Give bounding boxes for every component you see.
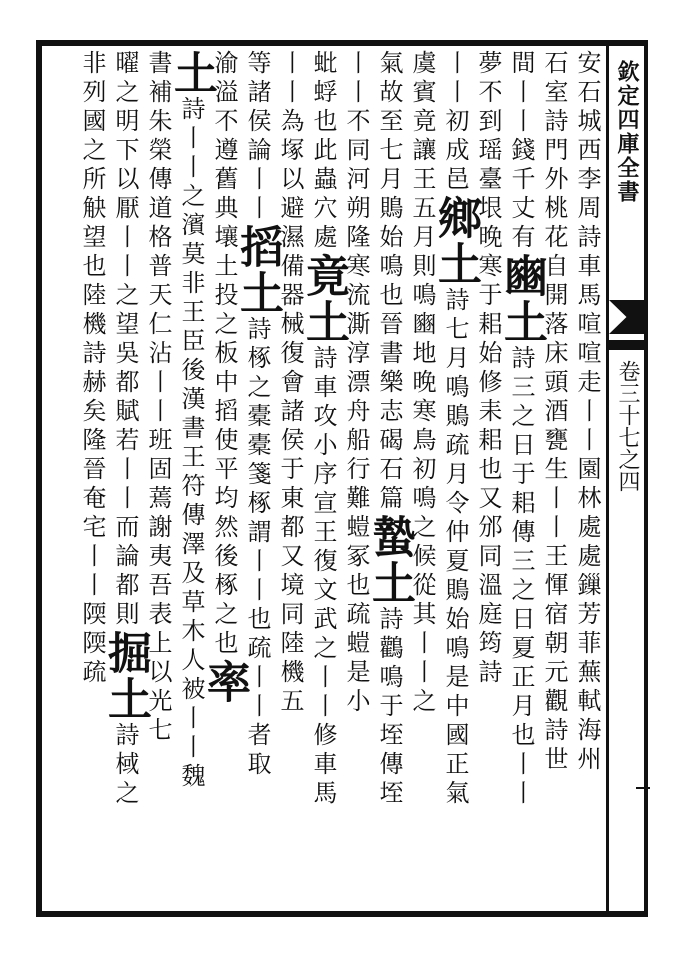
column-text: 詩車攻小序宣王復文武之丨丨修車馬 <box>309 345 337 809</box>
column-text: 氣故至七月鵙始鳴也晉書樂志碣石篇 <box>375 50 403 514</box>
column-text: 等諸侯論丨丨 <box>243 50 271 224</box>
text-column <box>232 50 283 906</box>
text-column <box>496 50 547 906</box>
text-column <box>199 50 250 906</box>
headword: 土 <box>166 50 217 96</box>
headword: 搯土 <box>232 224 283 316</box>
frame-left-border <box>36 40 42 917</box>
margin-notch <box>636 787 650 789</box>
fish-tail-bar <box>609 340 644 350</box>
juan-label: 卷三十七之四 <box>615 360 640 492</box>
headword: 鄉土 <box>430 195 481 287</box>
column-text: 詩七月鳴鵙疏月令仲夏鵙始鳴是中國正氣 <box>441 287 469 809</box>
column-text: 陾陾疏 <box>78 601 106 688</box>
column-text: 蚍蜉也此蟲穴處 <box>309 50 337 253</box>
text-column <box>430 50 481 906</box>
headword: 率 <box>199 659 250 705</box>
headword: 蟄土 <box>364 514 415 606</box>
column-text: 詩棫之 <box>111 722 139 809</box>
text-column <box>473 50 503 906</box>
text-column <box>572 50 602 906</box>
headword: 豳土 <box>496 253 547 345</box>
page-title: 欽定四庫全書 <box>614 60 640 204</box>
text-column <box>100 50 151 906</box>
column-text: 備器械復會諸侯于東都又境同陸機五 <box>276 253 304 717</box>
column-text: 安石城西李周詩車馬喧喧走丨丨園林處處鏁芳菲蕪軾海州 <box>573 50 601 775</box>
text-column <box>143 50 173 906</box>
column-text: 石室詩門外桃花自開落床頭酒甕生丨丨王惲宿朝元觀詩世 <box>540 50 568 775</box>
column-text: 非列國之所觖望也陸機詩赫矣隆晉奄宅丨丨 <box>78 50 106 601</box>
frame-bottom-border <box>36 911 648 917</box>
headword: 掘土 <box>100 630 151 722</box>
column-text: 虞賓竟讓王 <box>408 50 436 195</box>
column-text: 詩三之日于耜傳三之日夏正月也丨丨 <box>507 345 535 809</box>
column-text: 丨丨初成邑 <box>441 50 469 195</box>
column-text: 螘冢也疏螘是小 <box>342 514 370 717</box>
text-column <box>341 50 371 906</box>
text-column <box>298 50 349 906</box>
column-text: 晚寒于耜始修耒耜也又邠同溫庭筠詩 <box>474 224 502 688</box>
column-text: 間丨丨錢千丈有 <box>507 50 535 253</box>
column-text: 壤土投之板中搯使平均然後椓之也 <box>210 224 238 659</box>
margin-rule <box>606 46 609 911</box>
text-column <box>364 50 415 906</box>
column-text: 五月則鳴豳地晚寒鳥初鳴之候從其丨丨之 <box>408 195 436 717</box>
text-column <box>275 50 305 906</box>
column-text: 丨丨不同河朔隆寒流澌淳漂舟船行難 <box>342 50 370 514</box>
column-text: 曜之明下以厭丨丨之望吳都賦若丨丨而論都則 <box>111 50 139 630</box>
column-text: 渝溢不遵舊典 <box>210 50 238 224</box>
column-text: 丨丨為塚以避濕 <box>276 50 304 253</box>
frame-right-border <box>644 40 648 917</box>
column-text: 詩丨丨之濱莫非王臣後漢書王符傳澤及草木人被丨丨魏 <box>177 96 205 792</box>
frame-top-border <box>36 40 648 46</box>
text-column <box>539 50 569 906</box>
headword: 竟土 <box>298 253 349 345</box>
text-column <box>407 50 437 906</box>
text-column <box>166 50 217 906</box>
text-column <box>77 50 107 906</box>
column-text: 詩鸛鳴于垤傳垤 <box>375 606 403 809</box>
column-text: 夢不到瑶臺垠 <box>474 50 502 224</box>
column-text: 詩椓之橐橐箋椓謂丨丨也疏丨丨者取 <box>243 316 271 780</box>
column-text: 書補朱榮傳道格普天仁沾丨丨班固蔫謝夷吾表上以光七 <box>144 50 172 746</box>
